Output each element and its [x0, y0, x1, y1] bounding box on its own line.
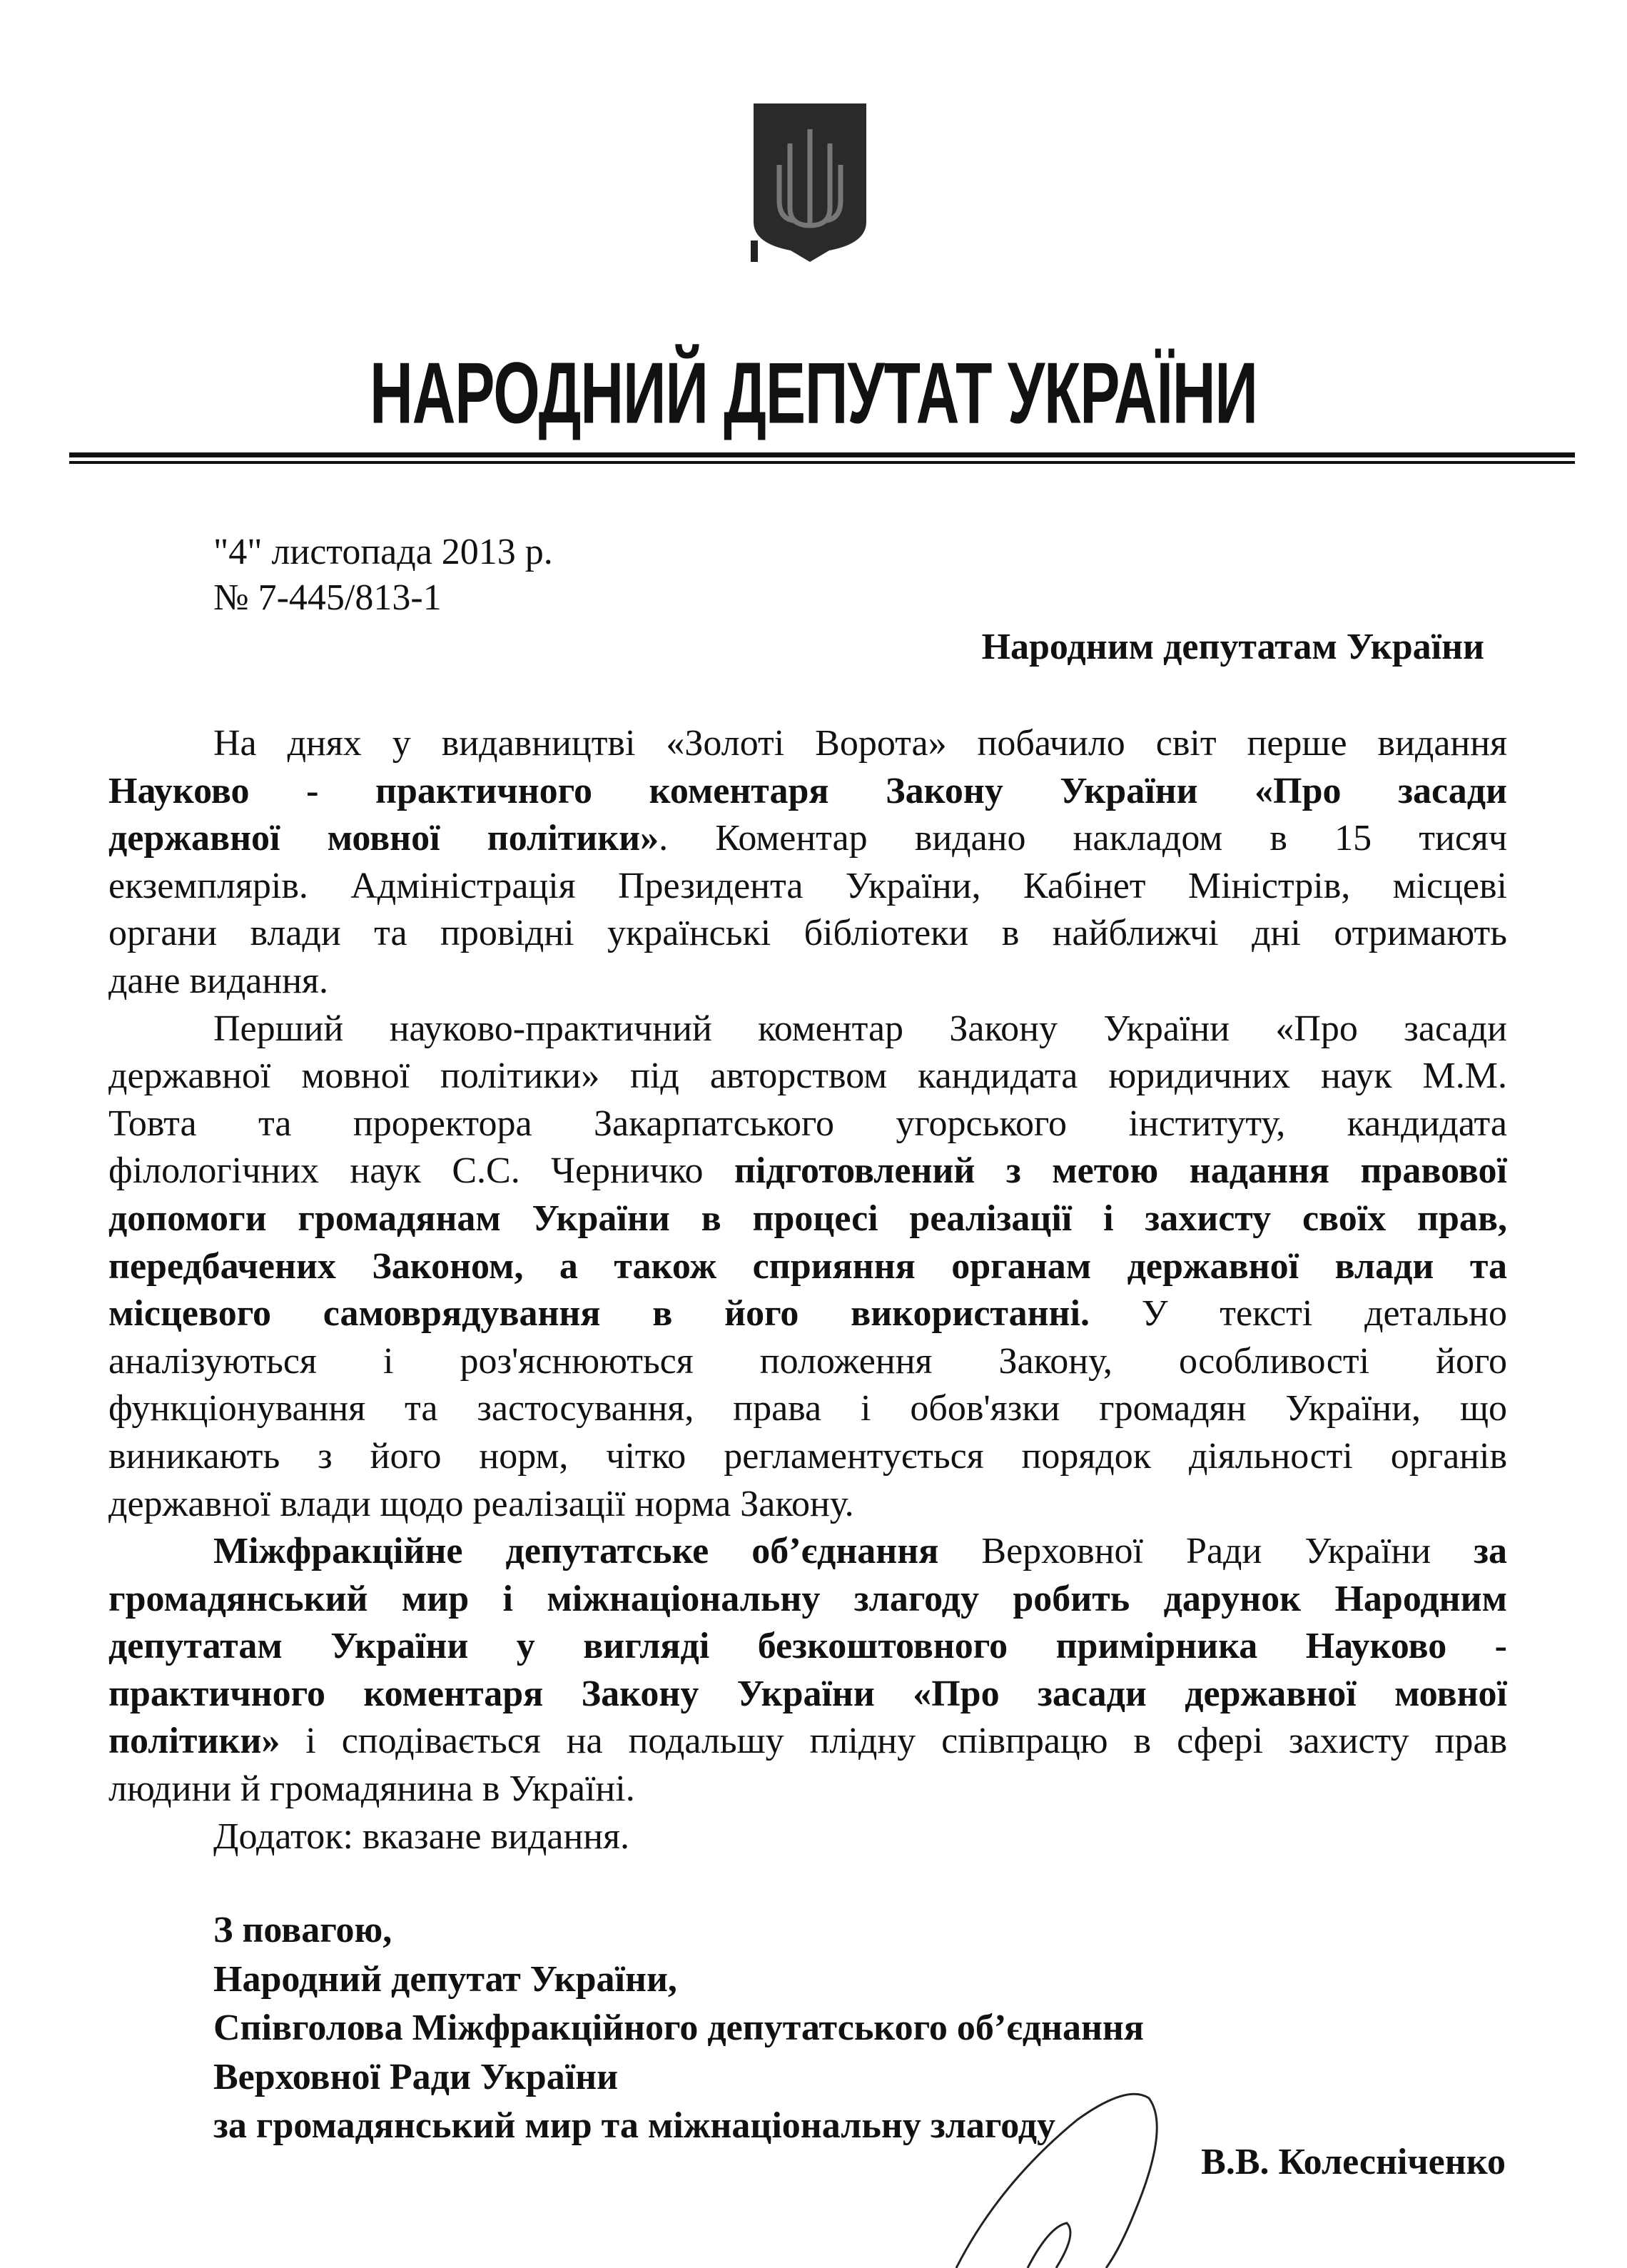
text-segment: . Коментар видано накладом в 15 тисяч — [659, 818, 1507, 859]
addressee: Народним депутатам України — [981, 627, 1484, 667]
body-line — [108, 1100, 1507, 1148]
text-segment: дане видання. — [108, 960, 328, 1001]
body-line — [108, 1053, 1507, 1100]
letter-body — [108, 720, 1507, 1861]
handwritten-signature — [913, 2070, 1270, 2268]
bold-text-segment: передбачених Законом, а також сприяння органам державної влади та — [108, 1245, 1507, 1287]
body-line — [108, 1718, 1507, 1766]
body-line — [108, 1243, 1507, 1291]
text-segment: аналізуються і роз'яснюються положення Закону, особливості його — [108, 1340, 1507, 1382]
body-line — [108, 1481, 1507, 1529]
bold-text-segment: практичного коментаря Закону України «Про засади державної мовної — [108, 1673, 1507, 1714]
text-segment: і сподівається на подальшу плідну співпрацю в сфері захисту прав — [280, 1721, 1507, 1762]
text-segment: Товта та проректора Закарпатського угорського інституту, кандидата — [108, 1103, 1507, 1144]
signer-name: В.В. Колесніченко — [1201, 2142, 1506, 2182]
letter-date: "4" листопада 2013 р. — [213, 532, 553, 572]
text-segment: функціонування та застосування, права і обов'язки громадян України, що — [108, 1388, 1507, 1429]
body-line — [108, 1433, 1507, 1481]
signer-title: Народний депутат України, — [213, 1958, 677, 2000]
body-line — [108, 1148, 1507, 1195]
body-line — [108, 720, 1507, 768]
body-line — [108, 768, 1507, 816]
bold-text-segment: допомоги громадянам України в процесі реалізації і захисту своїх прав, — [108, 1198, 1507, 1239]
text-segment: державної мовної політики» під авторством кандидата юридичних наук М.М. — [108, 1055, 1507, 1097]
body-line — [108, 1671, 1507, 1718]
text-segment: Верховної Ради України — [981, 1531, 1474, 1572]
body-line — [108, 1623, 1507, 1671]
body-line — [108, 1385, 1507, 1433]
body-line — [108, 1766, 1507, 1813]
text-segment: Перший науково-практичний коментар Закону України «Про засади — [213, 1008, 1507, 1049]
text-segment: У тексті детально — [1089, 1293, 1507, 1335]
body-line — [108, 815, 1507, 863]
letterhead-double-rule — [69, 452, 1575, 464]
text-segment: Додаток: вказане видання. — [213, 1816, 630, 1857]
bold-text-segment: державної мовної політики» — [108, 818, 659, 859]
coat-of-arms-icon — [751, 101, 869, 262]
letter-number: № 7-445/813-1 — [213, 577, 442, 618]
signer-role: Співголова Міжфракційного депутатського об’єднання — [213, 2008, 1145, 2048]
bold-text-segment: Науково - практичного коментаря Закону України «Про засади — [108, 770, 1507, 811]
bold-text-segment: підготовлений з метою надання правової — [734, 1150, 1507, 1192]
bold-text-segment: Міжфракційне депутатське об’єднання — [213, 1531, 982, 1572]
bold-text-segment: депутатам України у вигляді безкоштовного примірника Науково - — [108, 1626, 1507, 1667]
signer-role-org: Верховної Ради України — [213, 2056, 619, 2097]
text-segment: філологічних наук С.С. Черничко — [108, 1150, 734, 1192]
bold-text-segment: за — [1474, 1531, 1507, 1572]
body-line — [108, 1290, 1507, 1338]
body-line — [108, 1813, 1507, 1861]
body-line — [108, 1006, 1507, 1053]
text-segment: державної влади щодо реалізації норма Закону. — [108, 1483, 854, 1524]
signer-role-purpose: за громадянський мир та міжнаціональну злагоду — [213, 2105, 1056, 2146]
body-line — [108, 1576, 1507, 1624]
body-line — [108, 863, 1507, 911]
body-line — [108, 958, 1507, 1006]
text-segment: людини й громадянина в Україні. — [108, 1768, 635, 1810]
body-line — [108, 1528, 1507, 1576]
letterhead-title: НАРОДНИЙ ДЕПУТАТ УКРАЇНИ — [370, 344, 1257, 442]
bold-text-segment: місцевого самоврядування в його використанні. — [108, 1293, 1090, 1335]
bold-text-segment: політики» — [108, 1721, 280, 1762]
text-segment: На днях у видавництві «Золоті Ворота» побачило світ перше видання — [213, 723, 1507, 764]
body-line — [108, 1195, 1507, 1243]
text-segment: виникають з його норм, чітко регламентується порядок діяльності органів — [108, 1435, 1507, 1477]
body-line — [108, 1338, 1507, 1386]
bold-text-segment: громадянський мир і міжнаціональну злагоду робить дарунок Народним — [108, 1578, 1507, 1619]
text-segment: екземплярів. Адміністрація Президента України, Кабінет Міністрів, місцеві — [108, 865, 1507, 906]
text-segment: органи влади та провідні українські бібліотеки в найближчі дні отримають — [108, 913, 1507, 954]
body-line — [108, 910, 1507, 958]
closing: З повагою, — [213, 1910, 392, 1950]
